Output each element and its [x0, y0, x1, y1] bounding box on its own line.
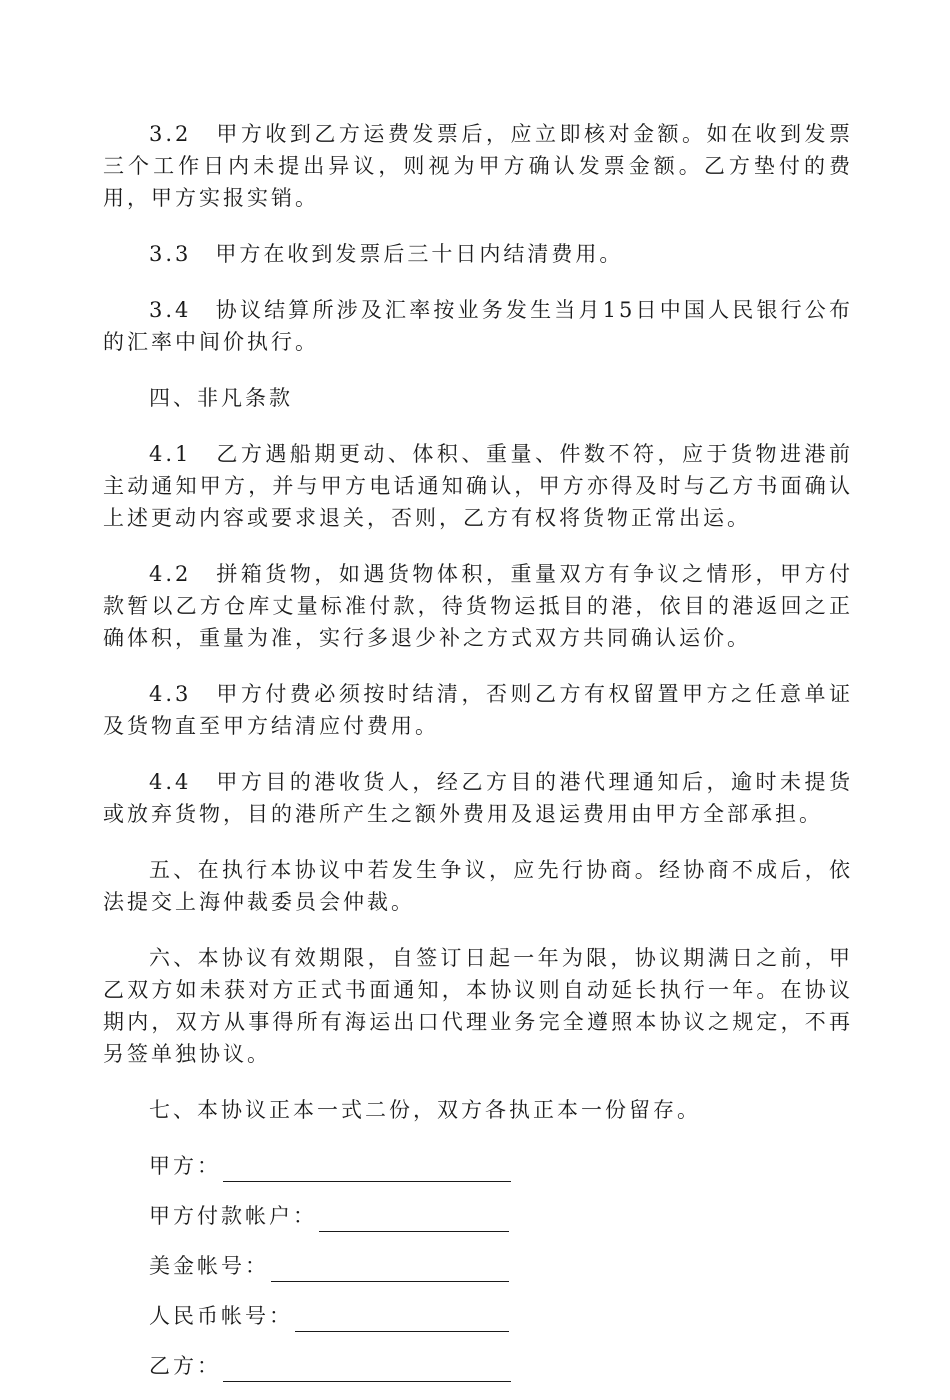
clause-3-2: 3.2 甲方收到乙方运费发票后，应立即核对金额。如在收到发票三个工作日内未提出异议，则视为甲方确认发票金额。乙方垫付的费用，甲方实报实销。 — [103, 122, 853, 210]
clause-4-1: 4.1 乙方遇船期更动、体积、重量、件数不符，应于货物进港前主动通知甲方，并与甲方电话通知确认，甲方亦得及时与乙方书面确认上述更动内容或要求退关，否则，乙方有权将货物正常出运。 — [103, 442, 853, 530]
party-b-signature-line — [149, 1350, 853, 1382]
party-a-blank — [223, 1157, 511, 1182]
clause-3-4: 3.4 协议结算所涉及汇率按业务发生当月15日中国人民银行公布的汇率中间价执行。 — [103, 298, 853, 354]
party-a-label: 甲方： — [149, 1154, 221, 1178]
document-page — [103, 118, 853, 1400]
section-7-copies: 七、本协议正本一式二份，双方各执正本一份留存。 — [149, 1098, 701, 1122]
rmb-account-line — [149, 1300, 853, 1332]
party-b-label: 乙方： — [149, 1354, 221, 1378]
clause-4-3: 4.3 甲方付费必须按时结清，否则乙方有权留置甲方之任意单证及货物直至甲方结清应付费用。 — [103, 682, 853, 738]
section-4-heading: 四、非凡条款 — [149, 386, 293, 410]
usd-account-line — [149, 1250, 853, 1282]
clause-4-2: 4.2 拼箱货物，如遇货物体积，重量双方有争议之情形，甲方付款暂以乙方仓库丈量标准付款，待货物运抵目的港，依目的港返回之正确体积，重量为准，实行多退少补之方式双方共同确认运价。 — [103, 562, 853, 650]
party-a-payment-account-label: 甲方付款帐户： — [149, 1204, 317, 1228]
clause-3-3: 3.3 甲方在收到发票后三十日内结清费用。 — [149, 242, 624, 266]
party-a-payment-account-blank — [319, 1207, 509, 1232]
party-a-signature-line — [149, 1150, 853, 1182]
party-a-payment-account-line — [149, 1200, 853, 1232]
rmb-account-blank — [295, 1307, 509, 1332]
section-5-dispute: 五、在执行本协议中若发生争议，应先行协商。经协商不成后，依法提交上海仲裁委员会仲裁。 — [103, 858, 853, 914]
section-6-term: 六、本协议有效期限，自签订日起一年为限，协议期满日之前，甲乙双方如未获对方正式书面通知，本协议则自动延长执行一年。在协议期内，双方从事得所有海运出口代理业务完全遵照本协议之规定，不再另签单独协议。 — [103, 946, 853, 1066]
party-b-blank — [223, 1357, 511, 1382]
usd-account-blank — [271, 1257, 509, 1282]
usd-account-label: 美金帐号： — [149, 1254, 269, 1278]
rmb-account-label: 人民币帐号： — [149, 1304, 293, 1328]
clause-4-4: 4.4 甲方目的港收货人，经乙方目的港代理通知后，逾时未提货或放弃货物，目的港所产生之额外费用及退运费用由甲方全部承担。 — [103, 770, 853, 826]
